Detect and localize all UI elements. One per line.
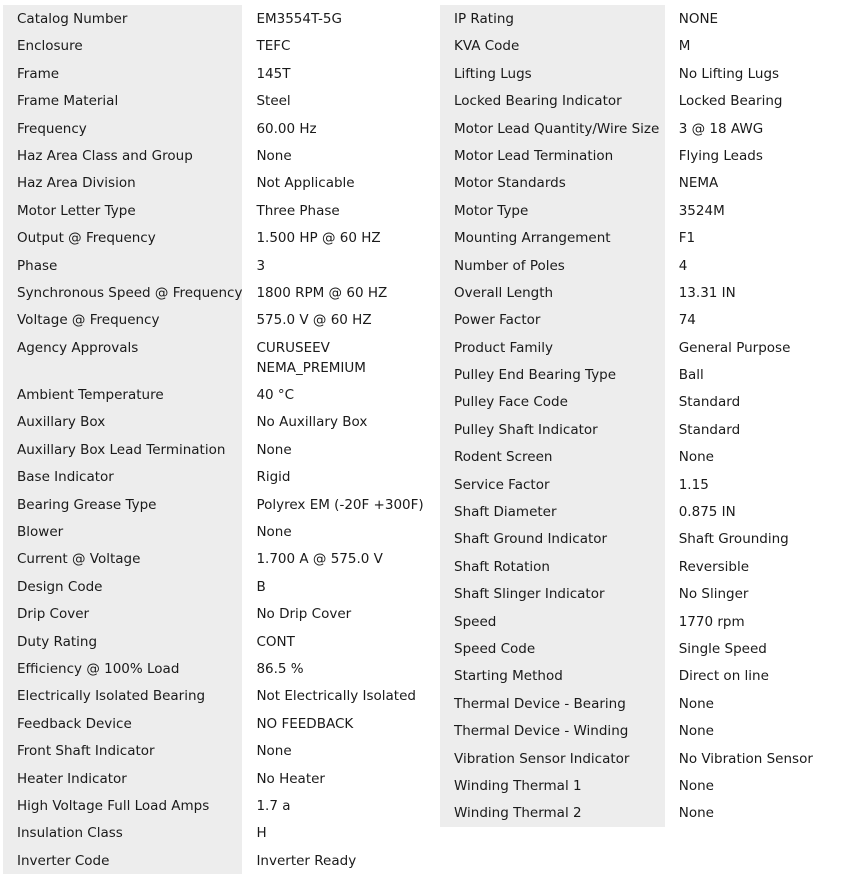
spec-row xyxy=(440,361,847,388)
spec-row xyxy=(3,197,453,224)
spec-value: None xyxy=(665,799,847,826)
spec-row xyxy=(3,573,453,600)
spec-label: Speed Code xyxy=(440,635,665,662)
spec-value: Ball xyxy=(665,361,847,388)
spec-label: Mounting Arrangement xyxy=(440,224,665,251)
spec-value-line: NEMA_PREMIUM xyxy=(256,359,366,376)
spec-row xyxy=(3,408,453,435)
spec-value: None xyxy=(665,690,847,717)
spec-row xyxy=(3,737,453,764)
spec-row xyxy=(440,142,847,169)
spec-label: Starting Method xyxy=(440,662,665,689)
spec-label: Duty Rating xyxy=(3,628,242,655)
spec-row xyxy=(440,635,847,662)
spec-value: 86.5 % xyxy=(242,655,453,682)
spec-value: Direct on line xyxy=(665,662,847,689)
spec-label: Design Code xyxy=(3,573,242,600)
spec-row xyxy=(440,224,847,251)
spec-row xyxy=(440,498,847,525)
spec-value: 74 xyxy=(665,306,847,333)
spec-label: KVA Code xyxy=(440,32,665,59)
spec-value: NEMA xyxy=(665,169,847,196)
spec-value: Steel xyxy=(242,87,453,114)
spec-value: Three Phase xyxy=(242,197,453,224)
spec-label: Pulley End Bearing Type xyxy=(440,361,665,388)
spec-label: Overall Length xyxy=(440,279,665,306)
spec-value-line: CURUSEEV xyxy=(256,339,330,356)
spec-label: Inverter Code xyxy=(3,847,242,874)
spec-row xyxy=(3,628,453,655)
spec-value: None xyxy=(242,737,453,764)
spec-row xyxy=(3,819,453,846)
spec-value: Standard xyxy=(665,388,847,415)
spec-row xyxy=(3,518,453,545)
spec-row xyxy=(3,115,453,142)
spec-value: 3524M xyxy=(665,197,847,224)
spec-label: Phase xyxy=(3,252,242,279)
spec-label: Service Factor xyxy=(440,471,665,498)
spec-row xyxy=(3,847,453,874)
spec-label: Product Family xyxy=(440,334,665,361)
spec-row xyxy=(3,655,453,682)
spec-label: Bearing Grease Type xyxy=(3,491,242,518)
spec-value: Inverter Ready xyxy=(242,847,453,874)
spec-label: Haz Area Class and Group xyxy=(3,142,242,169)
spec-value: Standard xyxy=(665,416,847,443)
spec-value: Single Speed xyxy=(665,635,847,662)
spec-row xyxy=(3,765,453,792)
spec-label: Shaft Slinger Indicator xyxy=(440,580,665,607)
spec-label: Heater Indicator xyxy=(3,765,242,792)
spec-label: Motor Letter Type xyxy=(3,197,242,224)
spec-row xyxy=(440,772,847,799)
spec-value: H xyxy=(242,819,453,846)
spec-row xyxy=(3,436,453,463)
spec-value: CONT xyxy=(242,628,453,655)
spec-value: NONE xyxy=(665,5,847,32)
spec-label: IP Rating xyxy=(440,5,665,32)
spec-label: Current @ Voltage xyxy=(3,545,242,572)
spec-label: Feedback Device xyxy=(3,710,242,737)
spec-value: None xyxy=(242,436,453,463)
spec-value: 1.500 HP @ 60 HZ xyxy=(242,224,453,251)
spec-label: Insulation Class xyxy=(3,819,242,846)
spec-value: 60.00 Hz xyxy=(242,115,453,142)
spec-label: Winding Thermal 1 xyxy=(440,772,665,799)
spec-label: Output @ Frequency xyxy=(3,224,242,251)
spec-value: Flying Leads xyxy=(665,142,847,169)
spec-label: Thermal Device - Winding xyxy=(440,717,665,744)
spec-value: 3 @ 18 AWG xyxy=(665,115,847,142)
spec-label: Motor Type xyxy=(440,197,665,224)
spec-row xyxy=(440,306,847,333)
spec-label: Shaft Ground Indicator xyxy=(440,525,665,552)
spec-row xyxy=(3,792,453,819)
spec-label: Blower xyxy=(3,518,242,545)
spec-row xyxy=(440,799,847,826)
spec-value: Locked Bearing xyxy=(665,87,847,114)
spec-row xyxy=(440,580,847,607)
spec-label: Auxillary Box xyxy=(3,408,242,435)
spec-label: Shaft Rotation xyxy=(440,553,665,580)
spec-label: Frame xyxy=(3,60,242,87)
spec-row xyxy=(440,279,847,306)
spec-row xyxy=(440,197,847,224)
spec-label: Pulley Shaft Indicator xyxy=(440,416,665,443)
spec-value: No Slinger xyxy=(665,580,847,607)
spec-value: General Purpose xyxy=(665,334,847,361)
spec-row xyxy=(440,252,847,279)
spec-label: Vibration Sensor Indicator xyxy=(440,745,665,772)
spec-row xyxy=(3,545,453,572)
spec-label: Motor Standards xyxy=(440,169,665,196)
spec-row xyxy=(440,87,847,114)
spec-label: Motor Lead Quantity/Wire Size xyxy=(440,115,665,142)
spec-value: NO FEEDBACK xyxy=(242,710,453,737)
spec-row xyxy=(440,443,847,470)
spec-label: Drip Cover xyxy=(3,600,242,627)
spec-row xyxy=(440,662,847,689)
spec-label: Winding Thermal 2 xyxy=(440,799,665,826)
spec-row xyxy=(3,87,453,114)
spec-table-left xyxy=(3,5,453,874)
spec-label: Motor Lead Termination xyxy=(440,142,665,169)
spec-label: Synchronous Speed @ Frequency xyxy=(3,279,242,306)
spec-value xyxy=(242,334,453,381)
spec-row xyxy=(440,169,847,196)
spec-row xyxy=(3,5,453,32)
spec-row xyxy=(440,717,847,744)
spec-row xyxy=(3,491,453,518)
spec-label: Shaft Diameter xyxy=(440,498,665,525)
spec-value: No Lifting Lugs xyxy=(665,60,847,87)
spec-label: Thermal Device - Bearing xyxy=(440,690,665,717)
spec-value: None xyxy=(242,142,453,169)
spec-value: M xyxy=(665,32,847,59)
spec-row xyxy=(440,60,847,87)
spec-label: Frequency xyxy=(3,115,242,142)
spec-row xyxy=(440,115,847,142)
spec-label: Ambient Temperature xyxy=(3,381,242,408)
spec-value: 1.15 xyxy=(665,471,847,498)
spec-row xyxy=(440,745,847,772)
spec-row xyxy=(3,463,453,490)
spec-value: 1.700 A @ 575.0 V xyxy=(242,545,453,572)
spec-label: Frame Material xyxy=(3,87,242,114)
spec-row xyxy=(440,608,847,635)
spec-label: Haz Area Division xyxy=(3,169,242,196)
spec-label: Agency Approvals xyxy=(3,334,242,381)
spec-value: 0.875 IN xyxy=(665,498,847,525)
spec-label: Enclosure xyxy=(3,32,242,59)
spec-value: No Heater xyxy=(242,765,453,792)
spec-table-right xyxy=(440,5,847,827)
spec-row xyxy=(3,306,453,333)
spec-value: F1 xyxy=(665,224,847,251)
spec-row xyxy=(3,60,453,87)
spec-label: Lifting Lugs xyxy=(440,60,665,87)
spec-label: Efficiency @ 100% Load xyxy=(3,655,242,682)
spec-value: Reversible xyxy=(665,553,847,580)
spec-row xyxy=(440,690,847,717)
spec-label: Voltage @ Frequency xyxy=(3,306,242,333)
spec-row xyxy=(3,710,453,737)
spec-row xyxy=(3,142,453,169)
spec-value: No Drip Cover xyxy=(242,600,453,627)
spec-row xyxy=(440,525,847,552)
spec-value: Not Electrically Isolated xyxy=(242,682,453,709)
spec-value: 13.31 IN xyxy=(665,279,847,306)
spec-label: Base Indicator xyxy=(3,463,242,490)
spec-value: 575.0 V @ 60 HZ xyxy=(242,306,453,333)
spec-value: 3 xyxy=(242,252,453,279)
spec-row xyxy=(440,416,847,443)
spec-value: None xyxy=(665,443,847,470)
spec-row xyxy=(440,5,847,32)
spec-value: TEFC xyxy=(242,32,453,59)
spec-value: B xyxy=(242,573,453,600)
spec-value: No Auxillary Box xyxy=(242,408,453,435)
spec-value: None xyxy=(665,717,847,744)
spec-value: None xyxy=(665,772,847,799)
spec-label: Front Shaft Indicator xyxy=(3,737,242,764)
spec-row xyxy=(3,279,453,306)
spec-label: Rodent Screen xyxy=(440,443,665,470)
spec-row xyxy=(440,32,847,59)
spec-value: Not Applicable xyxy=(242,169,453,196)
spec-row xyxy=(440,334,847,361)
spec-row xyxy=(3,224,453,251)
spec-label: Electrically Isolated Bearing xyxy=(3,682,242,709)
spec-value: Polyrex EM (-20F +300F) xyxy=(242,491,453,518)
spec-row xyxy=(3,381,453,408)
spec-label: Auxillary Box Lead Termination xyxy=(3,436,242,463)
spec-value: No Vibration Sensor xyxy=(665,745,847,772)
spec-label: Pulley Face Code xyxy=(440,388,665,415)
spec-value: 1.7 a xyxy=(242,792,453,819)
spec-value: 1770 rpm xyxy=(665,608,847,635)
spec-label: Power Factor xyxy=(440,306,665,333)
spec-row xyxy=(440,388,847,415)
spec-row xyxy=(440,471,847,498)
spec-row xyxy=(3,32,453,59)
spec-label: Locked Bearing Indicator xyxy=(440,87,665,114)
spec-label: Speed xyxy=(440,608,665,635)
spec-row xyxy=(3,252,453,279)
spec-value: Shaft Grounding xyxy=(665,525,847,552)
spec-value: 40 °C xyxy=(242,381,453,408)
spec-value: EM3554T-5G xyxy=(242,5,453,32)
spec-row xyxy=(3,169,453,196)
spec-value: 1800 RPM @ 60 HZ xyxy=(242,279,453,306)
spec-row xyxy=(3,682,453,709)
spec-label: Number of Poles xyxy=(440,252,665,279)
spec-label: Catalog Number xyxy=(3,5,242,32)
spec-label: High Voltage Full Load Amps xyxy=(3,792,242,819)
spec-value: None xyxy=(242,518,453,545)
spec-value: 145T xyxy=(242,60,453,87)
spec-value: Rigid xyxy=(242,463,453,490)
spec-row xyxy=(440,553,847,580)
spec-row xyxy=(3,334,453,381)
spec-row xyxy=(3,600,453,627)
spec-value: 4 xyxy=(665,252,847,279)
